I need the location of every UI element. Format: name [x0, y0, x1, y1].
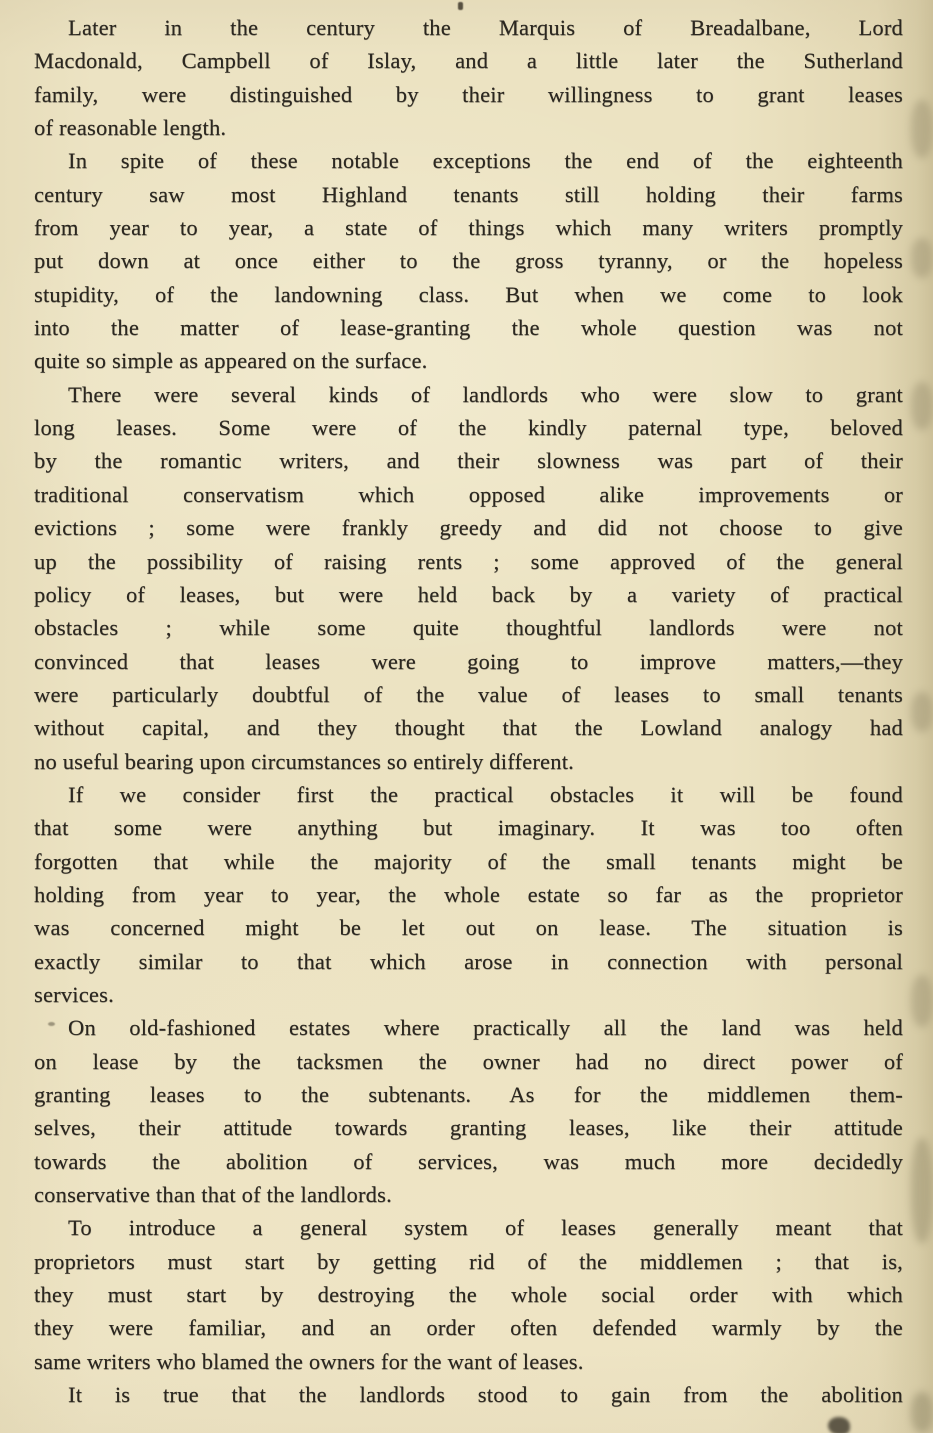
text-line: conservative than that of the landlords. — [34, 1182, 392, 1208]
paragraph-7 — [34, 1378, 903, 1411]
paragraph-5 — [34, 1011, 903, 1211]
paragraph-4 — [34, 778, 903, 1011]
text-line: no useful bearing upon circumstances so entirely different. — [34, 748, 574, 774]
text-line: Macdonald, Campbell of Islay, and a little later the Sutherland — [34, 48, 903, 74]
text-line: To introduce a general system of leases generally meant that — [68, 1215, 903, 1241]
scan-smudge-right-edge — [911, 382, 933, 430]
text-line: by the romantic writers, and their slowness was part of their — [34, 448, 903, 474]
paragraph-6 — [34, 1211, 903, 1378]
text-line: put down at once either to the gross tyranny, or the hopeless — [34, 248, 903, 274]
text-line: exactly similar to that which arose in connection with personal — [34, 948, 903, 974]
paragraph-1 — [34, 11, 903, 144]
text-line: family, were distinguished by their willingness to grant leases — [34, 81, 903, 107]
ink-speck-top — [458, 2, 463, 10]
text-line: stupidity, of the landowning class. But when we come to look — [34, 281, 903, 307]
text-line: that some were anything but imaginary. It was too often — [34, 815, 903, 841]
text-line: convinced that leases were going to improve matters,—they — [34, 648, 903, 674]
text-line: they must start by destroying the whole social order with which — [34, 1282, 903, 1308]
page-text — [34, 11, 903, 1411]
text-line: without capital, and they thought that the Lowland analogy had — [34, 715, 903, 741]
text-line: Later in the century the Marquis of Breadalbane, Lord — [68, 15, 903, 40]
text-line: towards the abolition of services, was much more decidedly — [34, 1148, 903, 1174]
scan-smudge-right-edge — [911, 100, 933, 158]
text-line: obstacles ; while some quite thoughtful landlords were not — [34, 615, 903, 641]
text-line: was concerned might be let out on lease. The situation is — [34, 915, 903, 941]
text-line: It is true that the landlords stood to gain from the abolition — [68, 1382, 903, 1408]
text-line: If we consider first the practical obstacles it will be found — [68, 781, 903, 807]
paragraph-2 — [34, 144, 903, 377]
scan-smudge-right-edge — [911, 238, 933, 278]
scan-smudge-right-edge — [911, 975, 933, 1027]
paragraph-3 — [34, 378, 903, 778]
scan-smudge-right-edge — [911, 1392, 933, 1433]
text-line: from year to year, a state of things which many writers promptly — [34, 215, 903, 241]
text-line: traditional conservatism which opposed alike improvements or — [34, 481, 903, 507]
text-line: services. — [34, 981, 114, 1007]
text-line: forgotten that while the majority of the small tenants might be — [34, 848, 903, 874]
text-line: policy of leases, but were held back by a variety of practical — [34, 581, 903, 607]
text-line: evictions ; some were frankly greedy and did not choose to give — [34, 515, 903, 541]
text-line: on lease by the tacksmen the owner had no direct power of — [34, 1048, 903, 1074]
text-line: selves, their attitude towards granting leases, like their attitude — [34, 1115, 903, 1141]
text-line: they were familiar, and an order often defended warmly by the — [34, 1315, 903, 1341]
text-line: In spite of these notable exceptions the end of the eighteenth — [68, 148, 903, 174]
text-line: up the possibility of raising rents ; some approved of the general — [34, 548, 903, 574]
text-line: On old-fashioned estates where practically all the land was held — [68, 1015, 903, 1041]
text-line: century saw most Highland tenants still holding their farms — [34, 181, 903, 207]
text-line: holding from year to year, the whole estate so far as the proprietor — [34, 881, 903, 907]
text-line: into the matter of lease-granting the whole question was not — [34, 315, 903, 341]
text-line: proprietors must start by getting rid of the middlemen ; that is, — [34, 1248, 903, 1274]
text-line: quite so simple as appeared on the surface. — [34, 348, 428, 374]
scan-smudge-bottom-right — [828, 1417, 850, 1433]
text-line: long leases. Some were of the kindly paternal type, beloved — [34, 415, 903, 441]
text-line: of reasonable length. — [34, 115, 227, 141]
scan-smudge-right-edge — [911, 1138, 933, 1243]
scan-smudge-right-edge — [911, 692, 933, 732]
text-line: granting leases to the subtenants. As for the middlemen them- — [34, 1082, 903, 1107]
text-line: were particularly doubtful of the value of leases to small tenants — [34, 681, 903, 707]
text-line: There were several kinds of landlords who were slow to grant — [68, 381, 903, 407]
text-line: same writers who blamed the owners for the want of leases. — [34, 1348, 584, 1374]
